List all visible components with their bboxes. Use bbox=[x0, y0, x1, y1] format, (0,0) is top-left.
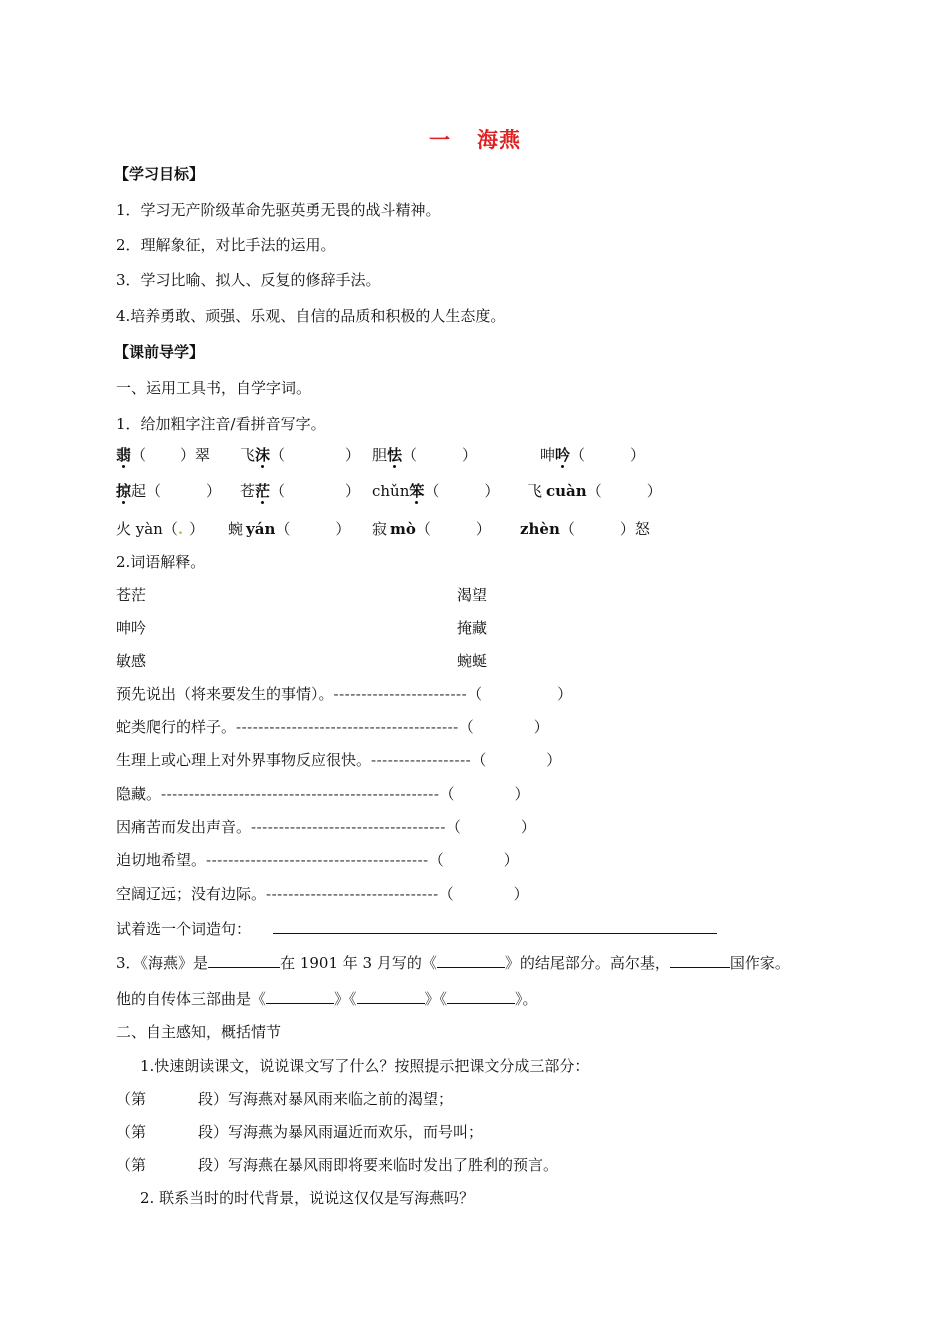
dash-leader: ---------------------------------------- bbox=[206, 851, 429, 869]
pinyin-text: cuàn bbox=[546, 482, 587, 500]
pinyin-text: yán bbox=[246, 520, 276, 538]
part-two-heading: 二、自主感知，概括情节 bbox=[116, 1023, 282, 1041]
blank-trilogy-3[interactable] bbox=[447, 988, 515, 1004]
part-one-heading: 一、运用工具书，自学字词。 bbox=[116, 379, 312, 397]
answer-paren: （ ） bbox=[424, 482, 500, 500]
pre-char: 呻 bbox=[540, 446, 556, 464]
pinyin-item-jimo bbox=[372, 518, 491, 540]
answer-paren: （ ）怒 bbox=[559, 520, 650, 538]
blank-trilogy-2[interactable] bbox=[357, 988, 425, 1004]
pinyin-item-feimo bbox=[240, 444, 360, 466]
pinyin-item-huoyan bbox=[116, 518, 204, 540]
definition-row bbox=[116, 750, 561, 770]
pinyin-item-lveqi bbox=[116, 480, 221, 502]
definition-text: 因痛苦而发出声音。 bbox=[116, 818, 252, 836]
pre-char: 飞 bbox=[527, 482, 543, 500]
word-cangmang: 苍茫 bbox=[116, 586, 147, 604]
answer-paren: （ ） bbox=[458, 718, 549, 736]
pinyin-text: 火 yàn（ bbox=[116, 520, 178, 538]
page-title bbox=[0, 124, 950, 154]
pinyin-item-danqie bbox=[372, 444, 477, 466]
sentence-prompt-row bbox=[116, 918, 717, 939]
pinyin-item-zhennu bbox=[520, 518, 650, 540]
answer-paren: （ ） bbox=[270, 446, 361, 464]
blank-author[interactable] bbox=[208, 952, 280, 968]
answer-paren: （ ） bbox=[275, 520, 351, 538]
question-3-line-2 bbox=[116, 988, 538, 1009]
answer-paren: （ ） bbox=[438, 885, 529, 903]
q3-text: 》的结尾部分。高尔基， bbox=[504, 954, 670, 972]
answer-paren: （ ） bbox=[415, 520, 491, 538]
bold-char: 茫 bbox=[255, 482, 271, 500]
pinyin-item-chunben bbox=[372, 480, 499, 502]
pinyin-item-cangmang bbox=[240, 480, 360, 502]
part-open: （第 bbox=[116, 1123, 147, 1141]
dash-leader: ----------------------------------- bbox=[251, 818, 446, 836]
goal-4: 4.培养勇敢、顽强、乐观、自信的品质和积极的人生态度。 bbox=[116, 307, 506, 325]
definition-text: 空阔辽远；没有边际。 bbox=[116, 885, 267, 903]
pinyin-item-feicui bbox=[116, 444, 210, 466]
definition-row bbox=[116, 684, 572, 704]
pinyin-text: mò bbox=[390, 520, 416, 538]
pre-char: 苍 bbox=[240, 482, 256, 500]
q3-text: 国作家。 bbox=[729, 954, 790, 972]
definition-row bbox=[116, 850, 519, 870]
section-part-3 bbox=[116, 1155, 558, 1175]
pinyin-text: zhèn bbox=[520, 520, 560, 538]
pinyin-item-shenyin bbox=[540, 444, 645, 466]
part-desc: 段）写海燕在暴风雨即将要来临时发出了胜利的预言。 bbox=[198, 1156, 559, 1174]
pinyin-text: chǔn bbox=[372, 482, 410, 500]
bold-char: 翡 bbox=[116, 446, 132, 464]
bold-char: 怯 bbox=[387, 446, 403, 464]
sentence-prompt: 试着选一个词造句： bbox=[116, 920, 252, 938]
definition-text: 生理上或心理上对外界事物反应很快。 bbox=[116, 751, 372, 769]
blank-trilogy-1[interactable] bbox=[266, 988, 334, 1004]
definition-row bbox=[116, 717, 549, 737]
answer-paren: （ ） bbox=[428, 851, 519, 869]
definition-row bbox=[116, 817, 536, 837]
pre-char: 寂 bbox=[372, 520, 388, 538]
definition-text: 蛇类爬行的样子。 bbox=[116, 718, 237, 736]
section-part-1 bbox=[116, 1089, 453, 1109]
tail-text: 起（ ） bbox=[131, 482, 222, 500]
section-part-2 bbox=[116, 1122, 483, 1142]
bold-char: 吟 bbox=[555, 446, 571, 464]
bold-char: 掠 bbox=[116, 482, 132, 500]
word-yancang: 掩藏 bbox=[457, 619, 488, 637]
title-number: 一 bbox=[429, 128, 451, 152]
answer-paren: （ ） bbox=[270, 482, 361, 500]
answer-paren: （ ） bbox=[445, 818, 536, 836]
sentence-blank[interactable] bbox=[273, 918, 717, 934]
goal-2: 2．理解象征，对比手法的运用。 bbox=[116, 236, 336, 254]
q3-text: 》。 bbox=[515, 990, 538, 1008]
part-desc: 段）写海燕为暴风雨逼近而欢乐，而号叫； bbox=[198, 1123, 484, 1141]
pre-char: 蜿 bbox=[228, 520, 244, 538]
q3-text: 》《 bbox=[334, 990, 357, 1008]
blank-work[interactable] bbox=[437, 952, 505, 968]
part-two-question-2: 2. 联系当时的时代背景，说说这仅仅是写海燕吗？ bbox=[140, 1189, 475, 1207]
answer-paren: （ ） bbox=[570, 446, 646, 464]
dash-leader: ------------------ bbox=[371, 751, 472, 769]
word-shenyin: 呻吟 bbox=[116, 619, 147, 637]
definition-row bbox=[116, 784, 529, 804]
paren-close: ） bbox=[189, 520, 205, 538]
dash-leader: ------------------------ bbox=[333, 685, 468, 703]
word-kewang: 渴望 bbox=[457, 586, 488, 604]
answer-paren: （ ） bbox=[439, 785, 530, 803]
bold-char: 笨 bbox=[409, 482, 425, 500]
part-desc: 段）写海燕对暴风雨来临之前的渴望； bbox=[198, 1090, 454, 1108]
answer-paren: （ ） bbox=[471, 751, 562, 769]
answer-paren: （ ） bbox=[586, 482, 662, 500]
question-3-line-1 bbox=[116, 952, 790, 973]
paren-open: （ bbox=[131, 446, 147, 464]
definition-text: 预先说出（将来要发生的事情）。 bbox=[116, 685, 334, 703]
title-text: 海燕 bbox=[477, 128, 521, 152]
question-2: 2.词语解释。 bbox=[116, 553, 206, 571]
dash-leader: ---------------------------------------- bbox=[236, 718, 459, 736]
goal-3: 3．学习比喻、拟人、反复的修辞手法。 bbox=[116, 271, 381, 289]
answer-paren: （ ） bbox=[402, 446, 478, 464]
q3-text: 他的自传体三部曲是《 bbox=[116, 990, 267, 1008]
part-two-question-1: 1.快速朗读课文，说说课文写了什么？按照提示把课文分成三部分： bbox=[140, 1057, 590, 1075]
question-number: 3． bbox=[116, 954, 141, 972]
question-1: 1．给加粗字注音/看拼音写字。 bbox=[116, 415, 326, 433]
pinyin-item-feicuan bbox=[527, 480, 662, 502]
definition-text: 隐藏。 bbox=[116, 785, 162, 803]
definition-row bbox=[116, 884, 529, 904]
pre-char: 飞 bbox=[240, 446, 256, 464]
definition-text: 迫切地希望。 bbox=[116, 851, 207, 869]
pinyin-item-wanyan bbox=[228, 518, 350, 540]
word-wanyan: 蜿蜒 bbox=[457, 652, 488, 670]
mark-dot: . bbox=[177, 520, 184, 538]
bold-char: 沫 bbox=[255, 446, 271, 464]
blank-country[interactable] bbox=[670, 952, 730, 968]
dash-leader: -------------------------------------------------- bbox=[161, 785, 440, 803]
pre-char: 胆 bbox=[372, 446, 388, 464]
q3-text: 在 1901 年 3 月写的《 bbox=[280, 954, 437, 972]
q3-text: 》《 bbox=[424, 990, 448, 1008]
q3-text: 《海燕》是 bbox=[140, 954, 209, 972]
section-heading-goals: 【学习目标】 bbox=[114, 165, 205, 183]
dash-leader: ------------------------------- bbox=[266, 885, 439, 903]
part-open: （第 bbox=[116, 1156, 147, 1174]
section-heading-preview: 【课前导学】 bbox=[114, 343, 205, 361]
answer-paren: （ ） bbox=[467, 685, 573, 703]
paren-close: ） bbox=[180, 446, 196, 464]
part-open: （第 bbox=[116, 1090, 147, 1108]
tail-char: 翠 bbox=[195, 446, 211, 464]
word-mingan: 敏感 bbox=[116, 652, 147, 670]
goal-1: 1．学习无产阶级革命先驱英勇无畏的战斗精神。 bbox=[116, 201, 441, 219]
